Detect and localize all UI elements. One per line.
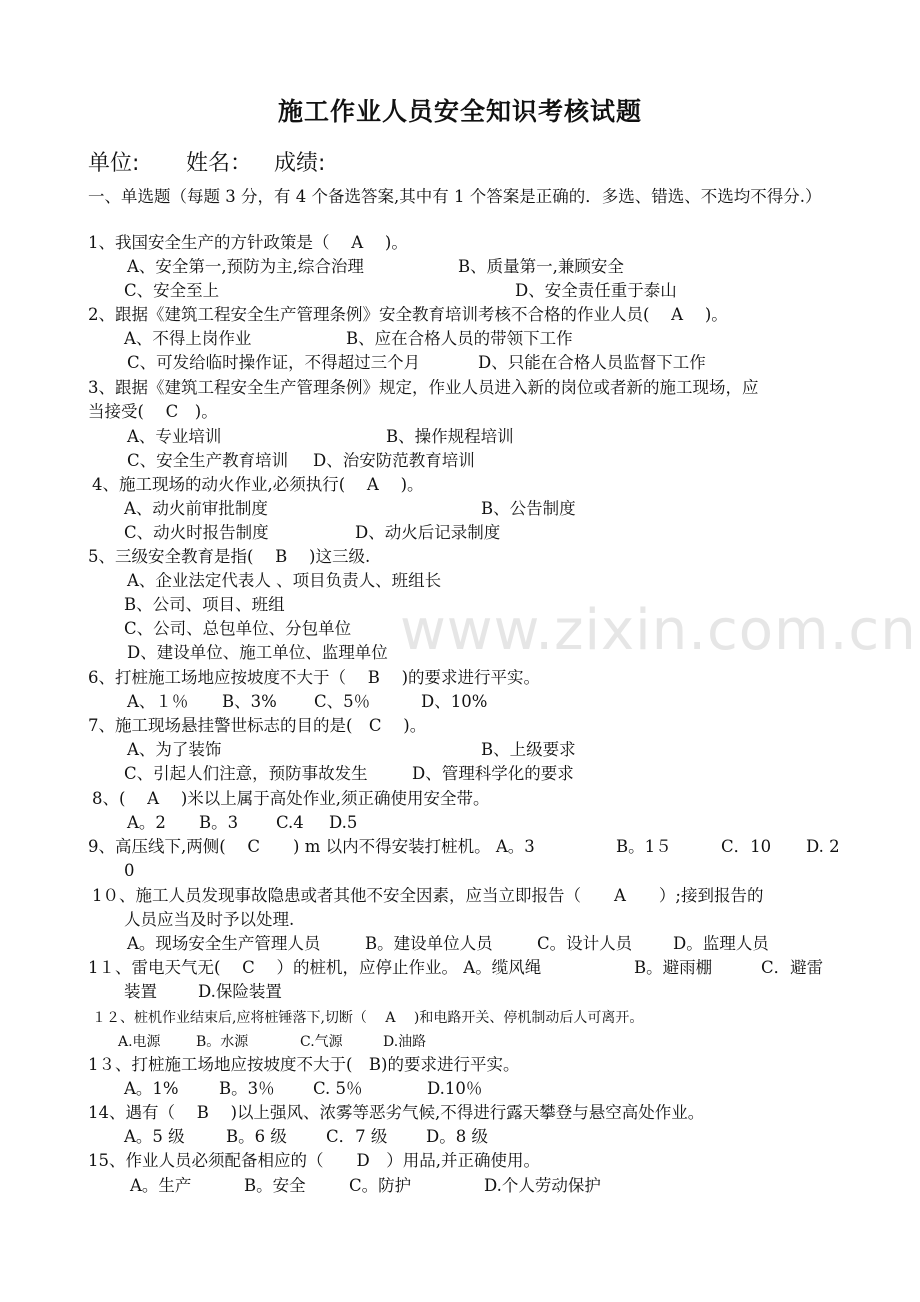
q2-option-b: B、应在合格人员的带领下工作 [346,329,573,348]
q1-option-b: B、质量第一,兼顾安全 [458,257,624,276]
q12-option-c: C.气源 [300,1034,343,1050]
q4-option-d: D、动火后记录制度 [355,523,501,542]
q6-option-c: C、5％ [314,692,371,711]
q3-option-a: A、专业培训 [127,427,222,446]
q10-option-c: C。设计人员 [537,934,633,953]
q7-option-a: A、为了装饰 [127,740,222,759]
q6-option-b: B、3% [222,692,277,711]
q8-option-b: B。3 [199,813,239,832]
question-3: 3、跟据《建筑工程安全生产管理条例》规定，作业人员进入新的岗位或者新的施工现场，应 [88,378,759,397]
q7-option-b: B、上级要求 [481,740,576,759]
q12-option-d: D.油路 [383,1034,427,1050]
q6-option-a: A、１％ [127,692,189,711]
question-10-cont: 人员应当及时予以处理. [124,910,295,929]
q11-option-d: D.保险装置 [198,982,282,1001]
q8-option-a: A。2 [127,813,166,832]
q4-option-c: C、动火时报告制度 [124,523,269,542]
q13-option-c: C. 5％ [313,1079,363,1098]
question-15: 15、作业人员必须配备相应的（ D ）用品,并正确使用。 [88,1151,540,1170]
q5-option-b: B、公司、项目、班组 [124,595,285,614]
question-7: 7、施工现场悬挂警世标志的目的是( C )。 [88,716,427,735]
q9-option-c: C．10 [721,837,772,856]
q3-option-d: D、治安防范教育培训 [313,451,475,470]
q14-option-a: A。5 级 [124,1127,185,1146]
q5-option-d: D、建设单位、施工单位、监理单位 [127,643,388,662]
q1-option-a: A、安全第一,预防为主,综合治理 [127,257,364,276]
q7-option-d: D、管理科学化的要求 [412,764,574,783]
q13-option-b: B。3％ [219,1079,275,1098]
q13-option-d: D.10％ [427,1079,483,1098]
question-14: 14、遇有（ B )以上强风、浓雾等恶劣气候,不得进行露天攀登与悬空高处作业。 [88,1103,705,1122]
q15-option-c: C。防护 [349,1176,412,1195]
q4-option-b: B、公告制度 [481,499,576,518]
question-2: 2、跟据《建筑工程安全生产管理条例》安全教育培训考核不合格的作业人员( A )。 [88,305,728,324]
q12-option-a: A.电源 [118,1034,161,1050]
q10-option-a: A。现场安全生产管理人员 [127,934,321,953]
q15-option-a: A。生产 [130,1176,192,1195]
question-4: 4、施工现场的动火作业,必须执行( A )。 [92,475,424,494]
question-8: 8、( A )米以上属于高处作业,须正确使用安全带。 [92,789,490,808]
q14-option-c: C．7 级 [326,1127,388,1146]
q2-option-a: A、不得上岗作业 [124,329,252,348]
q10-option-b: B。建设单位人员 [365,934,493,953]
q9-option-d: D. 2 [806,837,840,856]
q15-option-b: B。安全 [244,1176,306,1195]
q5-option-a: A、企业法定代表人 、项目负责人、班组长 [127,571,442,590]
page-title: 施工作业人员安全知识考核试题 [277,97,642,126]
q9-option-b: B。1５ [616,837,672,856]
q12-option-b: B。水源 [196,1034,249,1050]
score-label: 成绩: [274,151,326,176]
question-13: 1３、打桩施工场地应按坡度不大于( B)的要求进行平实。 [88,1055,520,1074]
name-label: 姓名： [186,151,253,176]
q11-option-b: B。避雨棚 [634,958,713,977]
q1-option-c: C、安全至上 [124,281,220,300]
question-9-cont: 0 [124,861,135,880]
question-11: 1１、雷电天气无( C ）的桩机，应停止作业。 A。缆风绳 [88,958,542,977]
q14-option-b: B。6 级 [226,1127,287,1146]
q6-option-d: D、10% [421,692,488,711]
question-1: 1、我国安全生产的方针政策是（ A )。 [88,233,408,252]
question-12: １２、桩机作业结束后,应将桩锤落下,切断（ A )和电路开关、停机制动后人可离开。 [92,1010,644,1026]
exam-header [88,146,325,177]
question-5: 5、三级安全教育是指( B )这三级. [88,547,371,566]
question-9: 9、高压线下,两侧( C ) m 以内不得安装打桩机。 A。3 [88,837,535,856]
q2-option-c: C、可发给临时操作证，不得超过三个月 [127,353,421,372]
question-11-cont: 装置 [124,982,157,1001]
q8-option-d: D.5 [329,813,358,832]
q5-option-c: C、公司、总包单位、分包单位 [124,619,352,638]
q3-option-b: B、操作规程培训 [386,427,514,446]
q14-option-d: D。8 级 [426,1127,488,1146]
q11-option-c: C．避雷 [761,958,824,977]
unit-label: 单位: [88,151,140,176]
q7-option-c: C、引起人们注意，预防事故发生 [124,764,368,783]
q4-option-a: A、动火前审批制度 [124,499,268,518]
question-6: 6、打桩施工场地应按坡度不大于（ B )的要求进行平实。 [88,668,541,687]
question-10: 1０、施工人员发现事故隐患或者其他不安全因素，应当立即报告（ A ）;接到报告的 [92,886,764,905]
q13-option-a: A。1% [124,1079,179,1098]
watermark: www.zixin.com.cn [400,598,917,663]
q8-option-c: C.4 [276,813,304,832]
q10-option-d: D。监理人员 [673,934,769,953]
section-intro: 一、单选题（每题 3 分，有 4 个备选答案,其中有 1 个答案是正确的．多选、错选、不选均不得分.） [88,187,822,206]
q3-option-c: C、安全生产教育培训 [127,451,289,470]
question-3-cont: 当接受( C )。 [88,402,218,421]
q15-option-d: D.个人劳动保护 [484,1176,601,1195]
q1-option-d: D、安全责任重于泰山 [515,281,677,300]
q2-option-d: D、只能在合格人员监督下工作 [478,353,706,372]
